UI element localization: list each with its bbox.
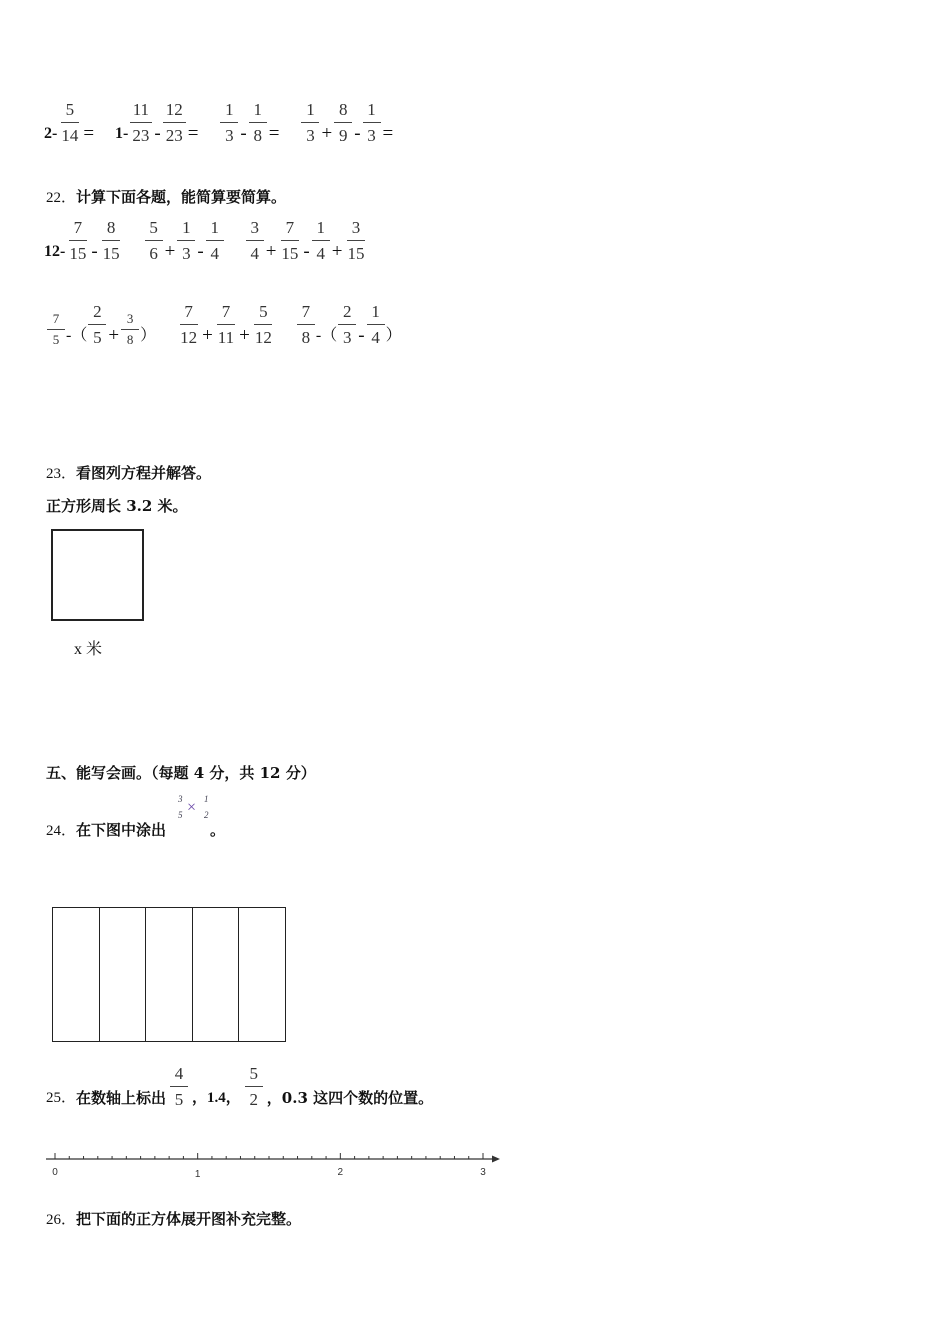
fraction: $\frac{12}{23}$ xyxy=(163,100,186,145)
fraction: $\frac{11}{23}$ xyxy=(129,100,152,145)
plus-sign: + xyxy=(239,325,250,346)
times-sign: × xyxy=(187,799,197,816)
fraction: $\frac{7}{15}$ xyxy=(281,218,299,263)
fraction: $\frac{1}{3}$ xyxy=(363,100,381,145)
fraction: $\frac{1}{8}$ xyxy=(249,100,267,145)
close-paren: ） xyxy=(385,327,402,344)
value-text: ，1.4， xyxy=(192,1090,241,1106)
question-text: 把下面的正方体展开图补充完整。 xyxy=(76,1210,302,1228)
fraction: $\frac{5}{6}$ xyxy=(145,218,163,263)
minus-sign: - xyxy=(197,241,204,262)
plus-sign: + xyxy=(331,241,343,262)
question-number: 24． xyxy=(46,823,77,839)
minus-sign: - xyxy=(91,241,98,262)
fraction: $\frac{3}{8}$ xyxy=(121,312,139,347)
question-text: 在数轴上标出 xyxy=(76,1089,167,1107)
fraction: $\frac{7}{15}$ xyxy=(69,218,87,263)
fraction: $\frac{1}{4}$ xyxy=(312,218,330,263)
question-text: 在下图中涂出 xyxy=(76,821,167,839)
plus-sign: + xyxy=(164,241,176,262)
rectangle-column[interactable] xyxy=(53,908,100,1041)
question-23-heading xyxy=(46,462,211,483)
fraction: $\frac{3}{4}$ xyxy=(246,218,264,263)
fraction: $\frac{1}{3}$ xyxy=(177,218,195,263)
number-line-arrow xyxy=(492,1156,500,1163)
fraction: $\frac{8}{15}$ xyxy=(102,218,120,263)
rectangle-column[interactable] xyxy=(100,908,147,1041)
q22-line-1 xyxy=(44,218,368,263)
fraction: $\frac{1}{3}$ xyxy=(301,100,319,145)
question-text: ，0.3 这四个数的位置。 xyxy=(266,1089,434,1107)
question-24-end: 。 xyxy=(210,821,226,839)
number-line xyxy=(40,1146,510,1186)
close-paren: ） xyxy=(140,327,157,344)
fraction: $\frac{4}{5}$ xyxy=(170,1064,188,1109)
equals-sign: = xyxy=(187,123,199,144)
question-text: 计算下面各题，能简算要简算。 xyxy=(76,188,287,206)
lead-number: 1- xyxy=(115,125,129,142)
lead-number: 2- xyxy=(44,125,58,142)
question-25-heading xyxy=(46,1064,433,1109)
denominator: 5 xyxy=(178,810,183,820)
question-24-heading xyxy=(46,819,166,840)
fraction: $\frac{7}{5}$ xyxy=(47,312,65,347)
question-number: 26． xyxy=(46,1212,77,1228)
tick-label: 1 xyxy=(194,1169,201,1180)
fraction: $\frac{1}{4}$ xyxy=(206,218,224,263)
question-number: 25． xyxy=(46,1090,77,1106)
product-expression xyxy=(178,796,214,828)
rectangle-column[interactable] xyxy=(146,908,193,1041)
minus-sign: - xyxy=(354,123,361,144)
fraction: $\frac{7}{8}$ xyxy=(297,302,315,347)
section-5-title: 五、能写会画。（每题 4 分，共 12 分） xyxy=(46,764,316,782)
rectangle-column[interactable] xyxy=(193,908,240,1041)
lead-number: 12- xyxy=(44,243,66,260)
rectangle-column[interactable] xyxy=(239,908,285,1041)
fraction: $\frac{7}{12}$ xyxy=(180,302,198,347)
square-side-label: x 米 xyxy=(74,641,103,658)
question-text: 看图列方程并解答。 xyxy=(76,464,212,482)
fraction: $\frac{2}{3}$ xyxy=(338,302,356,347)
fraction: $\frac{5}{12}$ xyxy=(254,302,272,347)
fraction: $\frac{8}{9}$ xyxy=(334,100,352,145)
fraction: $\frac{1}{4}$ xyxy=(367,302,385,347)
square-figure xyxy=(51,529,144,621)
tick-label: 3 xyxy=(480,1167,486,1178)
minus-sign: - xyxy=(240,123,247,144)
question-number: 22． xyxy=(46,190,77,206)
tick-label: 0 xyxy=(52,1167,58,1178)
question-22-heading xyxy=(46,186,286,207)
plus-sign: + xyxy=(108,325,120,346)
minus-sign: - xyxy=(154,123,161,144)
minus-sign: - xyxy=(358,325,365,346)
plus-sign: + xyxy=(202,325,213,346)
minus-open-paren: -（ xyxy=(66,327,88,344)
fraction: $\frac{1}{3}$ xyxy=(220,100,238,145)
fraction: $\frac{5}{14}$ xyxy=(61,100,79,145)
numerator: 1 xyxy=(204,794,209,804)
numerator: 3 xyxy=(178,794,183,804)
exercise-row-1 xyxy=(44,100,394,145)
plus-sign: + xyxy=(265,241,277,262)
fraction: $\frac{5}{2}$ xyxy=(245,1064,263,1109)
equals-sign: = xyxy=(268,123,280,144)
fraction: $\frac{2}{5}$ xyxy=(88,302,106,347)
minus-open-paren: -（ xyxy=(315,327,338,344)
rectangle-five-columns xyxy=(52,907,286,1042)
question-26-heading xyxy=(46,1208,301,1229)
question-23-subtext: 正方形周长 3.2 米。 xyxy=(46,497,188,515)
q22-line-2 xyxy=(46,302,402,347)
minus-sign: - xyxy=(303,241,310,262)
denominator: 2 xyxy=(204,810,209,820)
tick-label: 2 xyxy=(337,1167,344,1178)
fraction: $\frac{3}{15}$ xyxy=(347,218,365,263)
equals-sign: = xyxy=(83,123,95,144)
fraction: $\frac{7}{11}$ xyxy=(217,302,235,347)
plus-sign: + xyxy=(321,123,333,144)
equals-sign: = xyxy=(382,123,394,144)
question-number: 23． xyxy=(46,466,77,482)
